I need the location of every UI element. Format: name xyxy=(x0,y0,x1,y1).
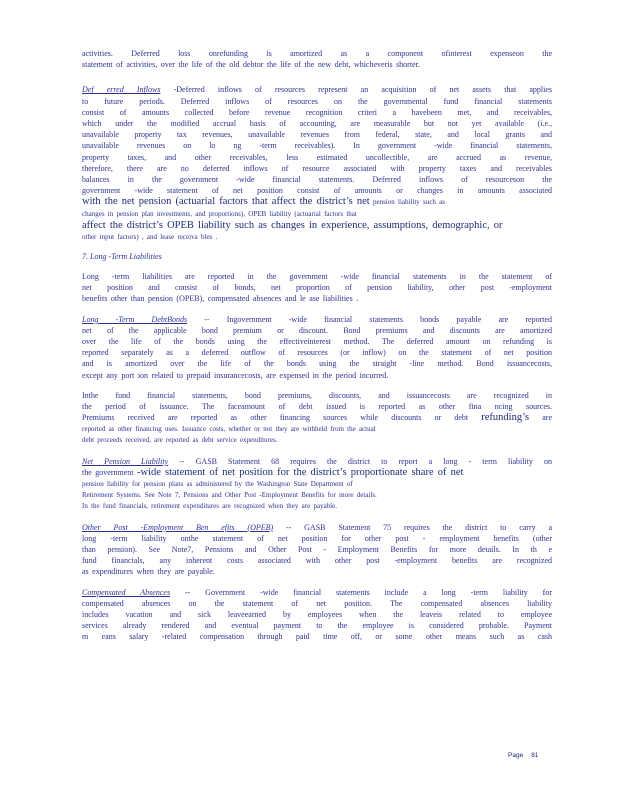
text-line: and is amortized over the life of the bonds using the straight -line method. Bond issuancecosts, xyxy=(82,359,552,369)
text-line: consist of amounts collected before revenue recognition criteri a havebeen met, and receivables, xyxy=(82,107,552,117)
text-line: unavailable revenues on lo ng -term receivables). In government -wide financial statements, xyxy=(82,141,552,151)
paragraph-debt-bonds xyxy=(82,314,552,381)
text-line: to future periods. Deferred inflows of resources on the governmental fund financial statements xyxy=(82,96,552,106)
text-line: are xyxy=(529,413,552,423)
text-line: -- GASB Statement 75 requires the district to carry a xyxy=(273,522,553,532)
text-line: over the life of the bonds using the effectiveinterest method. The deferred amount on refunding is xyxy=(82,337,552,347)
text-line: -Deferred inflows of resources represent an acquisition of net assets that applies xyxy=(160,85,553,95)
text-line: m eans salary -related compensation through paid time off, or some other means such as cash xyxy=(82,632,552,642)
document-page xyxy=(82,48,552,652)
text-line: includes vacation and sick leaveearned by employees when the leaveis related to employee xyxy=(82,609,552,619)
text-line: net of the applicable bond premium or discount. Bond premiums and discounts are amortized xyxy=(82,325,552,335)
text-line: Retirement Systems. See Note 7, Pensions and Other Post -Employment Benefits for more details. xyxy=(82,491,377,500)
paragraph-net-pension-liability xyxy=(82,456,552,513)
section-title-net-pension: Net Pension Liability xyxy=(82,456,169,466)
text-line: the period of issuance. The faceamount of debt issued is reported as other fina ncing sources. xyxy=(82,402,552,412)
text-line: -- GASB Statement 68 requires the district to report a long - term liability on xyxy=(168,456,552,466)
section-heading-long-term-liabilities: 7. Long -Term Liabilities xyxy=(82,252,162,262)
text-line: unavailable property tax revenues, unavailable revenues from federal, state, and local grants and xyxy=(82,130,552,140)
paragraph-compensated-absences xyxy=(82,587,552,643)
text-line: compensated absences on the statement of net position. The compensated absences liability xyxy=(82,598,552,608)
text-line: pension liability for pension plans as administered by the Washington State Department of xyxy=(82,479,353,488)
text-line: therefore, there are no deferred inflows of resource associated with property taxes and receivables xyxy=(82,163,552,173)
text-line: reported as other financing uses. Issuance costs, whether or not they are withheld from the actual xyxy=(82,425,376,434)
text-line: reported separately as a deferred outflow of resources (or inflow) on the statement of net position xyxy=(82,348,552,358)
text-line-large: -wide statement of net position for the district’s proportionate share of net xyxy=(136,466,464,478)
page-footer xyxy=(508,752,538,759)
text-line: which under the modified accrual basis of accounting, are measurable but not yet available (i.e., xyxy=(82,119,552,129)
text-line: In the fund financials, retirement expenditures are recognized when they are payable. xyxy=(82,502,337,511)
paragraph-deferred-inflows xyxy=(82,84,552,243)
section-title-debt-bonds: Long -Term DebtBonds xyxy=(82,314,188,324)
text-line: services already rendered and eventual payment to the employee is considered probable. Payment xyxy=(82,621,552,631)
section-title-compensated-absences: Compensated Absences xyxy=(82,587,171,597)
text-line: balances in the government -wide financial statements. Deferred inflows of resourceson the xyxy=(82,175,552,185)
text-line: statement of activities, over the life of the old debtor the life of the new debt, whicheveris shorter. xyxy=(82,60,420,70)
text-line: as expenditures when they are payable. xyxy=(82,567,215,577)
text-line: Premiums received are reported as other financing sources while discounts or debt xyxy=(82,413,482,423)
page-label: Page xyxy=(508,752,524,759)
section-title-deferred-inflows: Def erred Inflows xyxy=(82,85,161,95)
text-line: long -term liability onthe statement of net position for other post - employment benefits (other xyxy=(82,533,552,543)
text-line-large: with the net pension (actuarial factors that affect the district’s net xyxy=(82,196,370,208)
paragraph-long-term-liabilities xyxy=(82,271,552,305)
paragraph-opeb xyxy=(82,522,552,578)
text-line: pension liability such as xyxy=(369,198,445,207)
text-line: the government xyxy=(82,467,137,477)
section-title-opeb: Other Post -Employment Ben efits (OPEB) xyxy=(82,522,274,532)
text-line: than pension). See Note7, Pensions and Other Post - Employment Benefits for more details. In th e xyxy=(82,544,552,554)
text-line: government -wide statement of net position consist of amounts or changes in amounts associated xyxy=(82,186,552,196)
text-line: net position and consist of bonds, net proportion of pension liability, other post -employment xyxy=(82,283,552,293)
text-line: -- Ingovernment -wide financial statements bonds payable are reported xyxy=(187,314,553,324)
text-line-large: refunding’s xyxy=(481,412,530,424)
text-line: fund financials, any inherent costs associated with other post -employment benefits are recognized xyxy=(82,556,552,566)
page-number: 81 xyxy=(531,752,539,759)
text-line: changes in pension plan investments, and proportions), OPEB liability (actuarial factors that xyxy=(82,209,357,218)
paragraph-deferred-loss xyxy=(82,48,552,70)
text-line: activities. Deferred loss onrefunding is amortized as a component ofinterest expenseon the xyxy=(82,49,552,58)
paragraph-fund-financials xyxy=(82,390,552,447)
text-line-large: affect the district’s OPEB liability such as changes in experience, assumptions, demographic, or xyxy=(82,219,503,231)
text-line: benefits other than pension (OPEB), compensated absences and le ase liabilities . xyxy=(82,294,359,304)
text-line: Long -term liabilities are reported in the government -wide financial statements in the statement of xyxy=(82,272,552,282)
text-line: property taxes, and other receivables, less estimated uncollectible, are accrued as revenue, xyxy=(82,152,552,162)
text-line: Inthe fund financial statements, bond premiums, discounts, and issuancecosts are recognized in xyxy=(82,390,552,400)
text-line: debt proceeds received, are reported as debt service expenditures. xyxy=(82,436,278,445)
text-line: except any port ion related to prepaid insurancecosts, are expensed in the period incurred. xyxy=(82,370,389,380)
text-line: other input factors) , and lease receiva bles . xyxy=(82,232,218,241)
text-line: -- Government -wide financial statements include a long -term liability for xyxy=(170,587,552,597)
